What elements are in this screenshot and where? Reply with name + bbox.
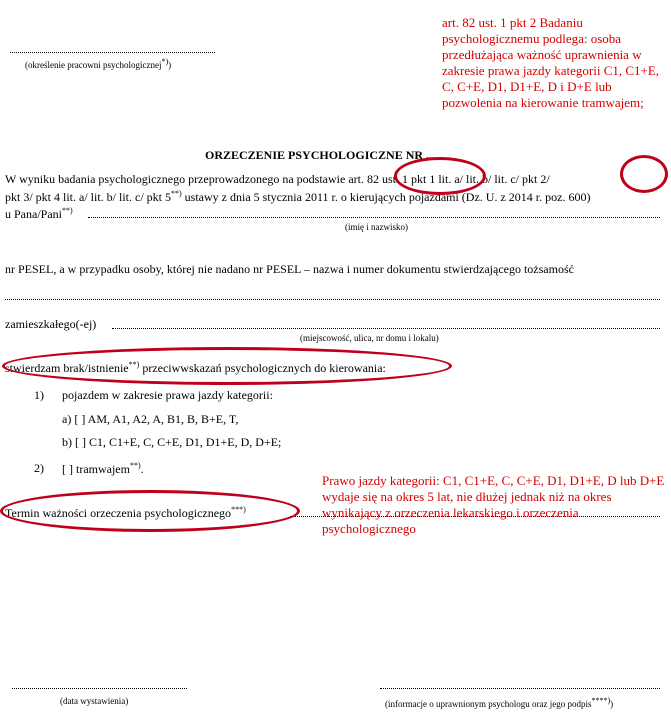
date-dotted-line[interactable]: [12, 688, 187, 689]
statement-text-b: przeciwwskazań psychologicznych do kierowania:: [139, 361, 386, 375]
intro-line-2: [5, 189, 590, 205]
intro-line-2-b: ustawy z dnia 5 stycznia 2011 r. o kierujących pojazdami (Dz. U. z 2014 r. poz. 600): [181, 190, 591, 204]
item-1-number: 1): [34, 388, 44, 402]
annotation-top: art. 82 ust. 1 pkt 2 Badaniu psychologicznemu podlega: osoba przedłużająca ważność uprawnienia w zakresie prawa jazdy kategorii C1, C1+E, C, C+E, D1, D1+E, D i D+E lub pozwolenia na kierowanie tramwajem;: [442, 15, 660, 110]
workplace-dotted-line: [10, 52, 215, 53]
name-caption: (imię i nazwisko): [345, 222, 408, 232]
document-title: ORZECZENIE PSYCHOLOGICZNE NR ...: [205, 148, 436, 162]
highlight-oval-statement: [2, 347, 452, 385]
address-caption: (miejscowość, ulica, nr domu i lokalu): [300, 333, 439, 343]
footnote-mark: ***): [231, 505, 246, 514]
workplace-caption-end: ): [168, 60, 172, 70]
highlight-oval-validity: [0, 490, 300, 532]
signature-dotted-line[interactable]: [380, 688, 660, 689]
footnote-mark: **): [62, 206, 73, 215]
highlight-oval-pkt2: [620, 155, 668, 193]
workplace-caption-text: (określenie pracowni psychologicznej: [25, 60, 162, 70]
item-2-number: 2): [34, 461, 44, 475]
footnote-mark: ****): [591, 696, 611, 705]
person-label-text: u Pana/Pani: [5, 207, 62, 221]
intro-line-1: W wyniku badania psychologicznego przeprowadzonego na podstawie art. 82 ust. 1 pkt 1 lit. a/ lit. b/ lit. c/ pkt 2/: [5, 172, 550, 186]
item-2-checkbox-line[interactable]: [62, 461, 144, 477]
address-dotted-line[interactable]: [112, 328, 660, 329]
item-2-text: [ ] tramwajem: [62, 462, 130, 476]
annotation-bottom: Prawo jazdy kategorii: C1, C1+E, C, C+E, D1, D1+E, D lub D+E wydaje się na okres 5 lat, nie dłużej jednak niż na okres wynikający z orzeczenia lekarskiego i orzeczenia psychologicznego: [322, 473, 665, 536]
validity-label-text: Termin ważności orzeczenia psychologicznego: [5, 506, 232, 520]
pesel-line: nr PESEL, a w przypadku osoby, której nie nadano nr PESEL – nazwa i numer dokumentu stwierdzającego tożsamość: [5, 262, 574, 276]
footnote-mark: *): [161, 57, 169, 66]
intro-line-2-a: pkt 3/ pkt 4 lit. a/ lit. b/ lit. c/ pkt 5: [5, 190, 171, 204]
pesel-dotted-line[interactable]: [5, 299, 660, 300]
name-dotted-line[interactable]: [88, 217, 660, 218]
footnote-mark: **): [129, 461, 141, 470]
item-1a-checkbox-line[interactable]: a) [ ] AM, A1, A2, A, B1, B, B+E, T,: [62, 412, 239, 426]
signature-caption-text: (informacje o uprawnionym psychologu oraz jego podpis: [385, 699, 592, 709]
item-1-text: pojazdem w zakresie prawa jazdy kategorii:: [62, 388, 273, 402]
person-label: [5, 206, 73, 222]
date-caption: (data wystawienia): [60, 696, 129, 706]
item-2-end: .: [140, 462, 144, 476]
signature-caption: [385, 696, 613, 709]
signature-caption-end: ): [610, 699, 614, 709]
statement-text-a: stwierdzam brak/istnienie: [5, 361, 129, 375]
workplace-caption: [25, 57, 171, 70]
footnote-mark: **): [171, 189, 182, 198]
footnote-mark: **): [128, 360, 140, 369]
address-label: zamieszkałego(-ej): [5, 317, 97, 331]
highlight-oval-art82: [394, 157, 486, 195]
item-1b-checkbox-line[interactable]: b) [ ] C1, C1+E, C, C+E, D1, D1+E, D, D+E;: [62, 435, 282, 449]
